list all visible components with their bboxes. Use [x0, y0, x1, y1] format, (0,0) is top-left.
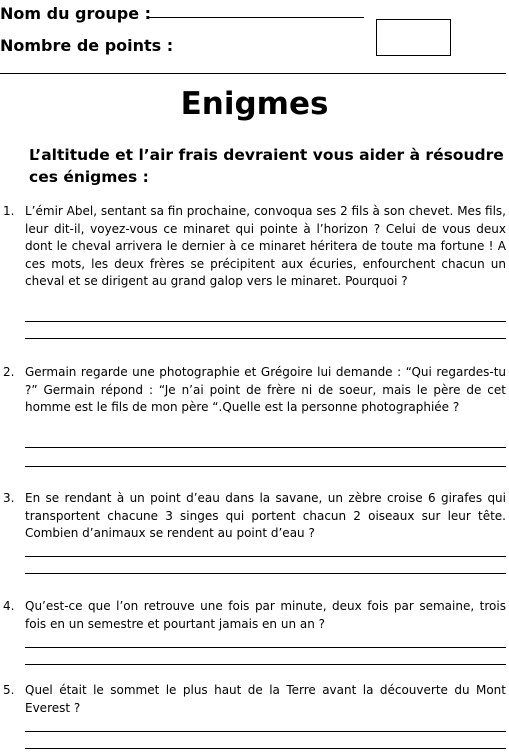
- question-text: Qu’est-ce que l’on retrouve une fois par minute, deux fois par semaine, trois fois en un semestre et pourtant jamais en un an ?: [25, 599, 506, 631]
- group-name-field[interactable]: [148, 17, 364, 18]
- answer-line[interactable]: [25, 466, 506, 467]
- header-divider: [0, 73, 506, 74]
- instructions: L’altitude et l’air frais devraient vous aider à résoudre ces énigmes :: [29, 146, 504, 186]
- points-box[interactable]: [376, 19, 451, 56]
- answer-line[interactable]: [25, 647, 506, 648]
- group-name-label: Nom du groupe :: [0, 4, 152, 23]
- answer-line[interactable]: [25, 447, 506, 448]
- answer-line[interactable]: [25, 748, 506, 749]
- points-label: Nombre de points :: [0, 36, 174, 55]
- page-title: Enigmes: [180, 86, 329, 122]
- question-number: 2.: [3, 365, 15, 379]
- answer-line[interactable]: [25, 731, 506, 732]
- question-number: 4.: [3, 599, 15, 613]
- question-text: L’émir Abel, sentant sa fin prochaine, convoqua ses 2 fils à son chevet. Mes fils, leur dit-il, voyez-vous ce minaret qui pointe à l’horizon ? Celui de vous deux dont le cheval arrivera le dernier à ce minaret héritera de toute ma fortune ! A ces mots, les deux frères se précipitent aux écuries, enfourchent chacun un cheval et se dirigent au grand galop vers le minaret. Pourquoi ?: [25, 204, 506, 288]
- answer-line[interactable]: [25, 338, 506, 339]
- answer-line[interactable]: [25, 573, 506, 574]
- question-number: 3.: [3, 491, 15, 505]
- question-text: En se rendant à un point d’eau dans la savane, un zèbre croise 6 girafes qui transportent chacune 3 singes qui portent chacun 2 oiseaux sur leur tête. Combien d’animaux se rendent au point d’eau ?: [25, 491, 506, 540]
- question-number: 1.: [3, 204, 15, 218]
- answer-line[interactable]: [25, 556, 506, 557]
- question-number: 5.: [3, 683, 15, 697]
- answer-line[interactable]: [25, 321, 506, 322]
- answer-line[interactable]: [25, 664, 506, 665]
- question-text: Quel était le sommet le plus haut de la Terre avant la découverte du Mont Everest ?: [25, 683, 506, 715]
- question-text: Germain regarde une photographie et Grégoire lui demande : “Qui regardes-tu ?” Germain répond : “Je n’ai point de frère ni de soeur, mais le père de cet homme est le fils de mon père “.Quelle est la personne photographiée ?: [25, 365, 506, 414]
